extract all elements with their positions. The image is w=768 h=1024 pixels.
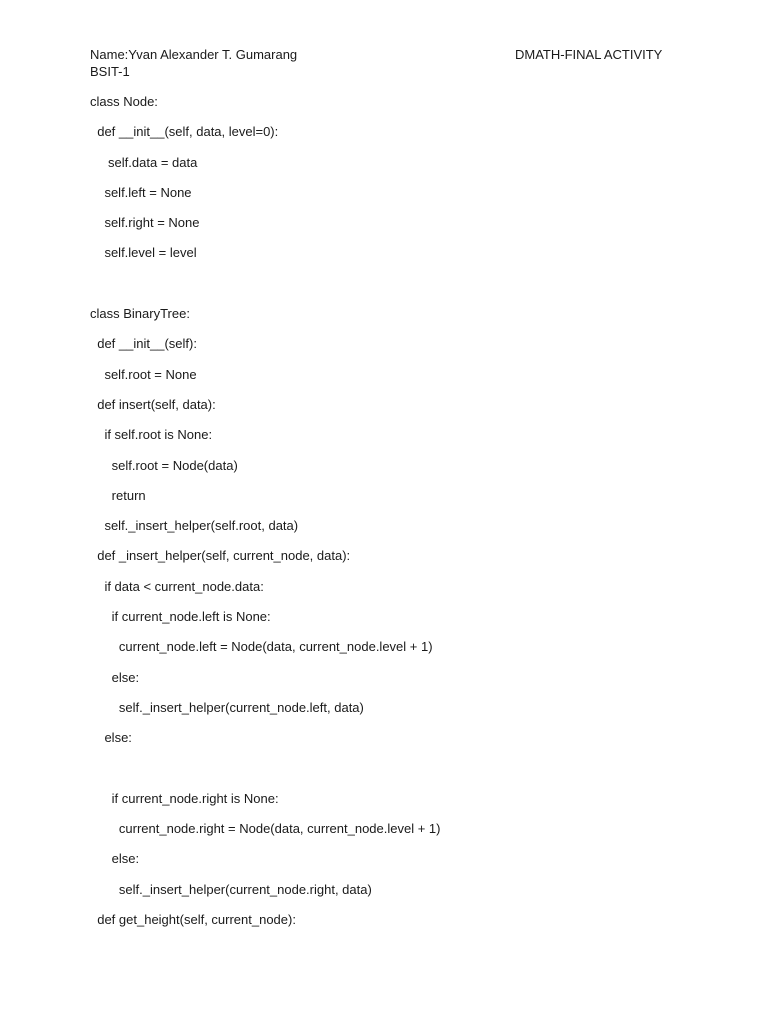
code-line: def __init__(self): [90, 336, 197, 352]
code-line: self.left = None [90, 184, 192, 200]
code-line: self.data = data [90, 154, 198, 170]
code-line: self._insert_helper(self.root, data) [90, 518, 299, 534]
code-line: return [90, 487, 146, 503]
activity-title: DMATH-FINAL ACTIVITY [515, 47, 663, 62]
code-line: def insert(self, data): [90, 396, 216, 412]
code-line: self.right = None [90, 215, 200, 231]
code-line: if current_node.left is None: [90, 609, 271, 625]
code-line: else: [90, 669, 140, 685]
code-line: self.root = Node(data) [90, 457, 238, 473]
code-line: current_node.right = Node(data, current_node.level + 1) [90, 821, 441, 837]
code-line: else: [90, 730, 132, 746]
code-line: self.root = None [90, 366, 197, 382]
code-line: self._insert_helper(current_node.left, data) [90, 699, 364, 715]
code-line: if data < current_node.data: [90, 578, 264, 594]
code-listing [90, 93, 730, 941]
code-line: def _insert_helper(self, current_node, data): [90, 548, 351, 564]
code-line: if current_node.right is None: [90, 790, 279, 806]
student-name: Name:Yvan Alexander T. Gumarang [90, 47, 298, 62]
course-section: BSIT-1 [90, 64, 130, 79]
code-line: self._insert_helper(current_node.right, data) [90, 881, 372, 897]
code-line: class BinaryTree: [90, 306, 190, 322]
blank-line [90, 760, 730, 790]
code-line: current_node.left = Node(data, current_node.level + 1) [90, 639, 433, 655]
code-line: else: [90, 851, 140, 867]
code-line: self.level = level [90, 245, 197, 261]
code-line: def __init__(self, data, level=0): [90, 124, 279, 140]
code-line: class Node: [90, 94, 158, 109]
blank-line [90, 275, 730, 305]
code-line: def get_height(self, current_node): [90, 912, 296, 928]
code-line: if self.root is None: [90, 427, 213, 443]
